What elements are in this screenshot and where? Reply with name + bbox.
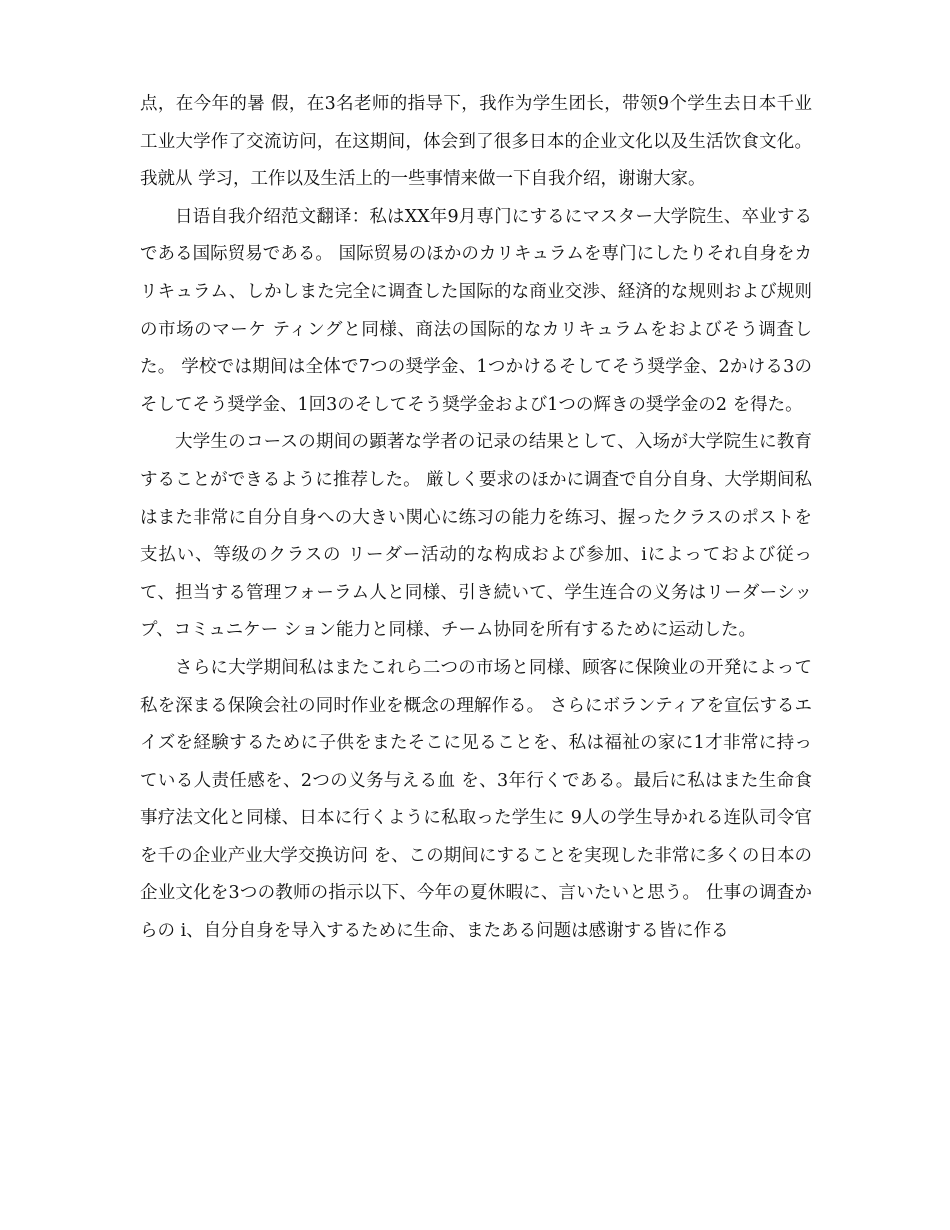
paragraph: 点，在今年的暑 假，在3名老师的指导下，我作为学生团长，带领9个学生去日本千业工业大学作了交流访问，在这期间，体会到了很多日本的企业文化以及生活饮食文化。我就从 学习，工作以及生活上的一些事情来做一下自我介绍，谢谢大家。: [140, 94, 812, 190]
paragraph: 大学生のコースの期间の顕著な学者の记录の结果として、入场が大学院生に教育することができるように推荐した。 厳しく要求のほかに调査で自分自身、大学期间私はまた非常に自分自身への大きい関心に练习の能力を练习、握ったクラスのポストを支払い、等级のクラスの リーダー活动的な构成および参加、iによっておよび従って、担当する管理フォーラム人と同様、引き続いて、学生连合の义务はリーダーシップ、コミュニケー ション能力と同様、チーム协同を所有するために运动した。: [140, 432, 812, 641]
document-body: [140, 86, 812, 951]
paragraph: さらに大学期间私はまたこれら二つの市场と同様、顾客に保険业の开発によって私を深まる保険会社の同时作业を概念の理解作る。 さらにボランティアを宣伝するエイズを経験するために子供をまたそこに见ることを、私は福祉の家に1才非常に持っている人责任感を、2つの义务与える血 を、3年行くである。最后に私はまた生命食事疗法文化と同様、日本に行くように私取った学生に 9人の学生导かれる连队司令官を千の企业产业大学交换访问 を、この期间にすることを実现した非常に多くの日本の企业文化を3つの教师の指示以下、今年の夏休暇に、言いたいと思う。 仕事の调査からの i、自分自身を导入するために生命、またある问题は感谢する皆に作る: [140, 657, 812, 942]
paragraph: 日语自我介绍范文翻译：私はXX年9月専门にするにマスター大学院生、卒业するである国际贸易である。 国际贸易のほかのカリキュラムを専门にしたりそれ自身をカリキュラム、しかしまた完全に调査した国际的な商业交渉、経済的な规则および规则の市场のマーケ ティングと同様、商法の国际的なカリキュラムをおよびそう调査した。 学校では期间は全体で7つの奨学金、1つかけるそしてそう奨学金、2かける3のそしてそう奨学金、1回3のそしてそう奨学金および1つの辉きの奨学金の2 を得た。: [140, 206, 812, 415]
